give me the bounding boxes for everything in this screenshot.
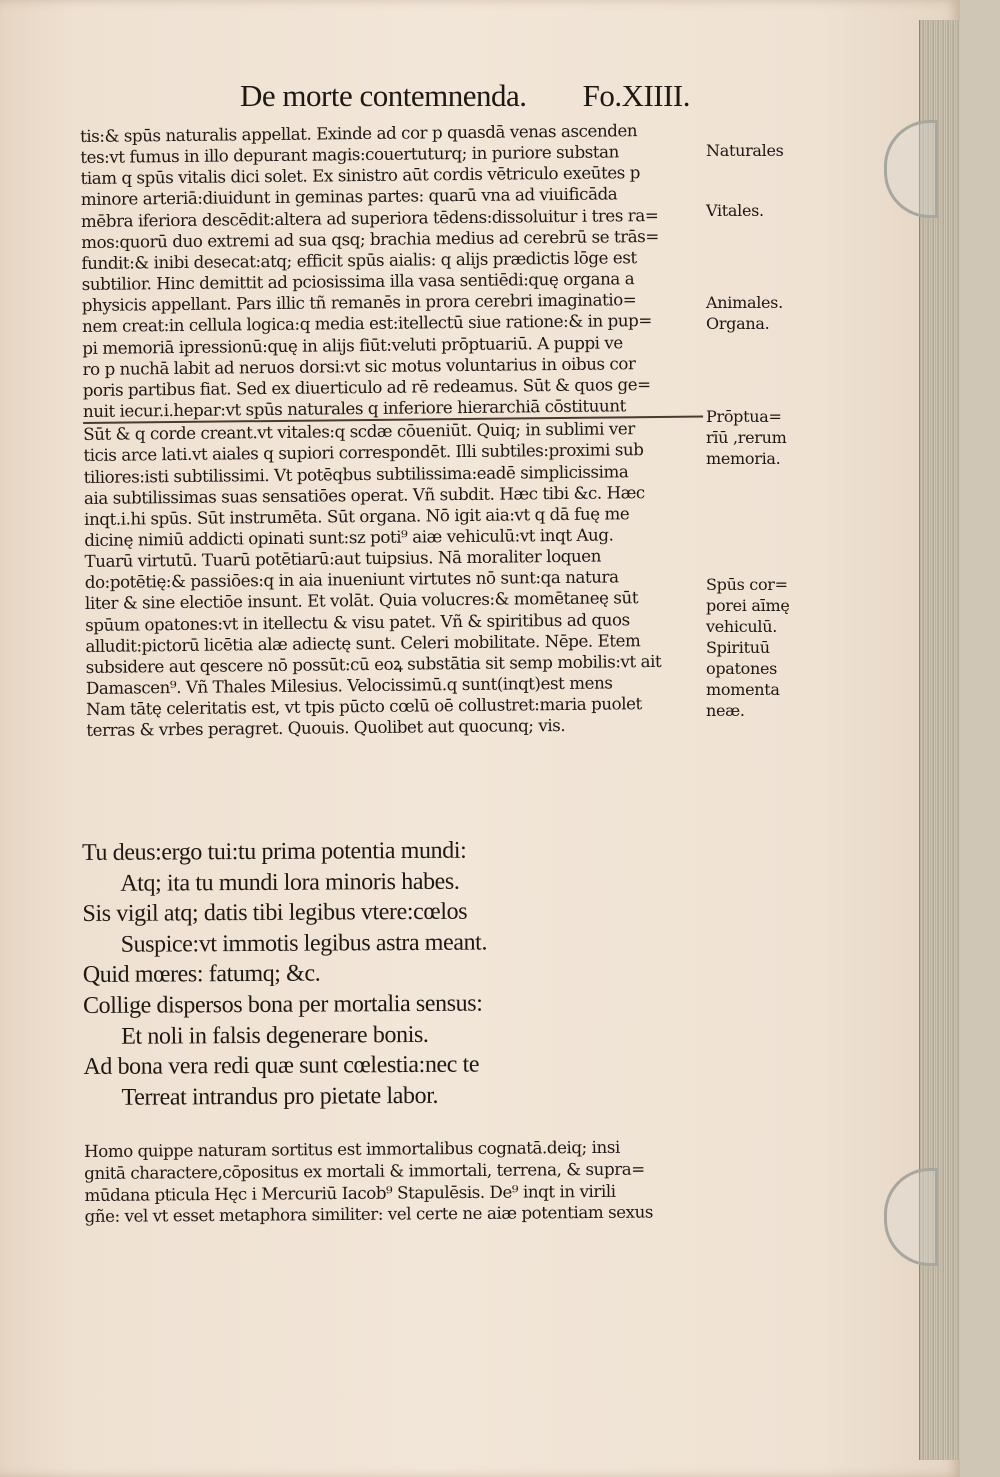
text-line: tes:vt fumus in illo depurant magis:couertuturq; in puriore substan <box>80 141 620 168</box>
verse-line: Atq; ita tu mundi lora minoris habes. <box>120 868 460 897</box>
verse-line: Sis vigil atq; datis tibi legibus vtere:cœlos <box>82 898 468 928</box>
text-line: mēbra iferiora descēdit:altera ad superiora tēdens:dissoluitur i tres ra= <box>80 204 659 231</box>
margin-note <box>706 140 784 161</box>
text-line: poris partibus fiat. Sed ex diuerticulo ad rē redeamus. Sūt & quos ge= <box>82 373 651 400</box>
text-line: terras & vrbes peragret. Quouis. Quolibet aut quocunq; vis. <box>86 715 566 741</box>
text-line: nem creat:in cellula logica:q media est:itellectū siue ratione:& in pup= <box>81 310 652 337</box>
verse-line: Et noli in falsis degenerare bonis. <box>121 1021 429 1050</box>
text-line: spūum opatones:vt in itellectu & visu patet. Vñ & spiritibus ad quos <box>85 608 630 635</box>
text-line: subsidere aut qescere nō possūt:cū eoꝝ substātia sit semp mobilis:vt ait <box>85 650 662 677</box>
note-line: Prōptua= <box>706 407 782 426</box>
margin-note <box>706 292 783 334</box>
verse-line: Tu deus:ergo tui:tu prima potentia mundi: <box>82 837 467 866</box>
text-line: liter & sine electiōe insunt. Et volāt. Quia volucres:& momētaneę sūt <box>84 587 639 614</box>
text-line: subtilior. Hinc demittit ad pciosissima illa vasa sentiēdi:quę organa a <box>81 268 635 295</box>
margin-note <box>706 200 764 221</box>
text-line: inqt.i.hi spūs. Sūt instrumēta. Sūt organa. Nō igit aia:vt q dā fuę me <box>84 503 630 529</box>
note-line: Naturales <box>706 141 784 160</box>
text-line: physicis appellant. Pars illic tñ remanēs in prora cerebri imaginatio= <box>81 289 637 316</box>
verse-line: Collige dispersos bona per mortalia sensus: <box>82 990 483 1019</box>
text-line: Tuarū virtutū. Tuarū potētiarū:aut tuipsius. Nā moraliter loquen <box>84 545 602 572</box>
commentary-text <box>80 120 706 742</box>
note-line: Animales. <box>706 293 783 312</box>
note-line: Vitales. <box>706 201 764 220</box>
note-line: memoria. <box>706 449 781 468</box>
note-line: vehiculū. <box>706 617 778 636</box>
text-line: do:potētię:& passiōes:q in aia inueniunt virtutes nō sunt:qa natura <box>84 566 619 593</box>
text-line: gñe: vel vt esset metaphora similiter: vel certe ne aiæ potentiam sexus <box>84 1201 654 1227</box>
margin-note <box>706 574 790 721</box>
verse-line: Quid mœres: fatumq; &c. <box>82 960 321 989</box>
text-line: ro p nuchā labit ad neruos dorsi:vt sic motus voluntarius in oibus cor <box>82 352 636 379</box>
text-line: Homo quippe naturam sortitus est immortalibus cognatā.deiq; insi <box>84 1136 620 1161</box>
text-line: tiliores:isti subtilissimi. Vt potēqbus subtilissima:eadē simplicissima <box>83 460 629 487</box>
note-line: momenta <box>706 680 780 699</box>
text-line: tiam q spūs vitalis dici solet. Ex sinistro aūt cordis vētriculo exeūtes p <box>80 162 640 189</box>
verse-line: Terreat intrandus pro pietate labor. <box>121 1082 439 1111</box>
text-line: fundit:& inibi desecat:atq; efficit spūs aialis: q alijs prædictis lōge est <box>81 247 637 273</box>
text-line: aia subtilissimas suas sensatiōes operat. Vñ subdit. Hæc tibi &c. Hæc <box>83 481 645 508</box>
text-line: tis:& spūs naturalis appellat. Exinde ad cor p quasdā venas ascenden <box>80 120 638 146</box>
commentary-continuation <box>84 1136 705 1228</box>
clip-top <box>884 120 938 218</box>
note-line: neæ. <box>706 701 745 720</box>
note-line: Organa. <box>706 314 770 333</box>
note-line: rīū ,rerum <box>706 428 787 447</box>
text-line: minore arteriā:diuidunt in geminas partes: quarū vna ad viuificāda <box>80 183 618 210</box>
note-line: porei aīmę <box>706 596 790 615</box>
text-line: Sūt & q corde creant.vt vitales:q scdæ cōueniūt. Quiq; in sublimi ver <box>83 418 635 445</box>
verse-line: Ad bona vera redi quæ sunt cœlestia:nec te <box>83 1051 480 1081</box>
text-line: pi memoriā ipressionū:quę in alijs fiūt:veluti prōptuariū. A puppi ve <box>82 331 623 358</box>
running-header <box>240 78 690 114</box>
text-line: alludit:pictorū licētia alæ adiectę sunt. Celeri mobilitate. Nēpe. Etem <box>85 629 641 656</box>
text-line: dicinę nimiū addicti opinati sunt:sz poti⁹ aiæ vehiculū:vt inqt Aug. <box>84 524 614 550</box>
text-line: mos:quorū duo extremi ad sua qsq; brachia medius ad cerebrū se trās= <box>81 225 659 252</box>
text-line: mūdana pticula Hęc i Mercuriū Iacob⁹ Stapulēsis. De⁹ inqt in virili <box>84 1180 616 1205</box>
text-line: Nam tātę celeritatis est, vt tpis pūcto cœlū oē collustret:maria puolet <box>86 693 642 720</box>
header-title: De morte contemnenda. <box>240 78 527 113</box>
verse-line: Suspice:vt immotis legibus astra meant. <box>120 929 488 958</box>
text-line: nuit iecur.i.hepar:vt spūs naturales q inferiore hierarchiā cōstituunt <box>83 395 703 425</box>
text-line: ticis arce lati.vt aiales q supiori correspondēt. Illi subtiles:proximi sub <box>83 439 644 466</box>
text-line: gnitā charactere,cōpositus ex mortali & immortali, terrena, & supra= <box>84 1158 645 1183</box>
clip-bottom <box>884 1168 938 1266</box>
note-line: opatones <box>706 659 778 678</box>
verse-block <box>82 834 704 1113</box>
note-line: Spūs cor= <box>706 575 788 594</box>
folio-number: Fo.XIIII. <box>582 78 690 113</box>
margin-note <box>706 406 787 469</box>
note-line: Spirituū <box>706 638 770 657</box>
text-line: Damascen⁹. Vñ Thales Milesius. Velocissimū.q sunt(inqt)est mens <box>85 672 613 699</box>
